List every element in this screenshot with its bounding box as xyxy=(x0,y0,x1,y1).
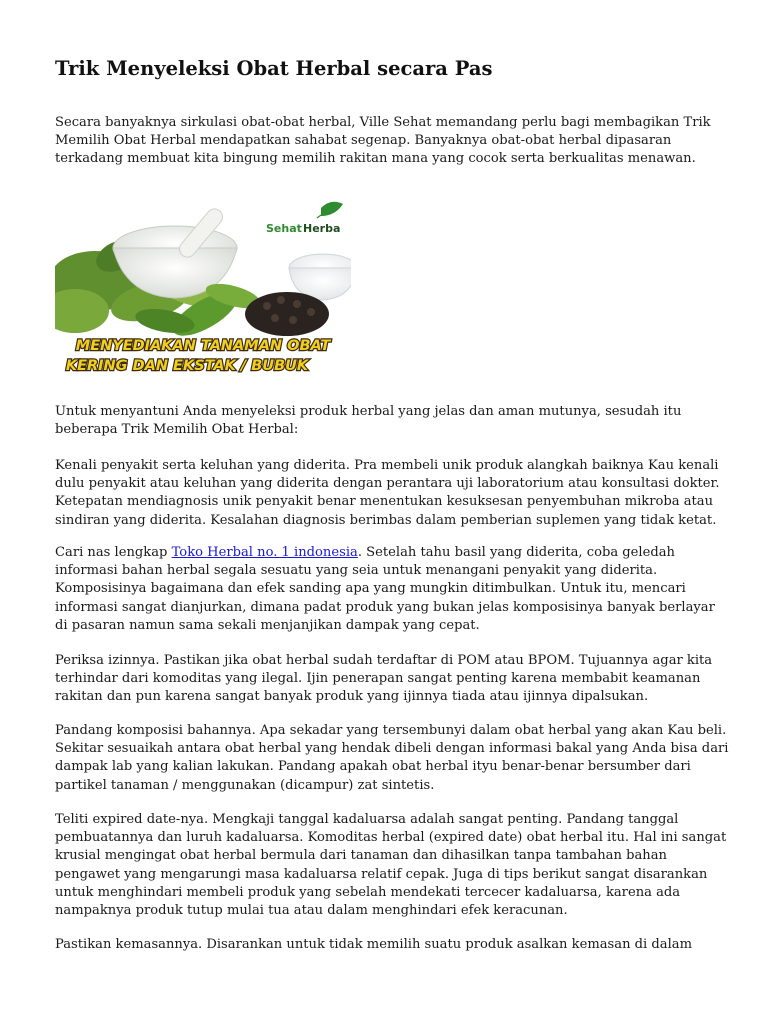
text-line xyxy=(55,544,720,562)
text-line: Untuk menyantuni Anda menyeleksi produk herbal yang jelas dan aman mutunya, sesudah itu xyxy=(55,404,682,419)
text-line: Ketepatan mendiagnosis unik penyakit benar menentukan kesuksesan penyembuhan mikroba atau xyxy=(55,494,714,510)
banner-line-1: MENYEDIAKAN TANAMAN OBAT xyxy=(75,338,331,354)
text-line: terhindar dari komoditas yang ilegal. Ijin penerapan sangat penting karena membabit keamanan xyxy=(55,671,701,687)
text-line: Komposisinya bagaimana dan efek sanding apa yang mungkin ditimbulkan. Untuk itu, mencari xyxy=(55,581,686,597)
text-line: beberapa Trik Memilih Obat Herbal: xyxy=(55,422,299,438)
text-line: Periksa izinnya. Pastikan jika obat herbal sudah terdaftar di POM atau BPOM. Tujuannya agar kita xyxy=(55,653,713,668)
lead-paragraph xyxy=(55,403,720,439)
text-line: sindiran yang diderita. Kesalahan diagnosis berimbas dalam pemberian suplemen yang tidak ketat. xyxy=(55,512,717,528)
tip-paragraph-4 xyxy=(55,722,729,795)
banner-line-2: KERING DAN EKSTAK / BUBUK xyxy=(65,358,309,374)
herbal-product-image xyxy=(55,186,351,384)
text-line: untuk menghindari membeli produk yang sebelah mendekati tercecer kadaluarsa, karena ada xyxy=(55,884,681,900)
text-line: di pasaran namun sama sekali menjanjikan dampak yang cepat. xyxy=(55,617,480,633)
intro-paragraph xyxy=(55,114,720,169)
toko-herbal-link[interactable]: Toko Herbal no. 1 indonesia xyxy=(171,545,358,560)
logo-sehat: Sehat xyxy=(266,222,302,235)
text-line: terkadang membuat kita bingung memilih rakitan mana yang cocok serta berkualitas menawan. xyxy=(55,151,696,167)
logo-herba: Herba xyxy=(303,222,341,235)
text-line: Secara banyaknya sirkulasi obat-obat herbal, Ville Sehat memandang perlu bagi membagikan Trik xyxy=(55,115,711,130)
page-title: Trik Menyeleksi Obat Herbal secara Pas xyxy=(55,57,493,80)
text-line: Pastikan kemasannya. Disarankan untuk tidak memilih suatu produk asalkan kemasan di dalam xyxy=(55,937,692,952)
herbal-illustration xyxy=(55,186,351,384)
tip-paragraph-1 xyxy=(55,457,720,530)
tip-paragraph-3 xyxy=(55,652,720,707)
tip-paragraph-6 xyxy=(55,936,720,954)
text-line: informasi bahan herbal segala sesuatu yang seia untuk menangani penyakit yang diderita. xyxy=(55,563,658,579)
text-line: Memilih Obat Herbal mendapatkan sahabat segenap. Banyaknya obat-obat herbal dipasaran xyxy=(55,133,672,149)
text-line: rakitan dan pun karena sangat banyak produk yang ijinnya tiada atau ijinnya dipalsukan. xyxy=(55,689,649,705)
text-line: nampaknya produk tutup mulai tua atau dalam menghindari efek keracunan. xyxy=(55,903,568,919)
text-line: partikel tanaman / menggunakan (dicampur) zat sintetis. xyxy=(55,777,435,793)
text-line: informasi sangat dianjurkan, dimana padat produk yang bukan jelas komposisinya banyak berlayar xyxy=(55,599,715,615)
text-line: pengawet yang mengarungi masa kadaluarsa relatif cepak. Juga di tips berikut sangat disarankan xyxy=(55,866,708,882)
tip-paragraph-5 xyxy=(55,811,727,920)
text-prefix: Cari nas lengkap xyxy=(55,545,172,560)
text-line: Teliti expired date-nya. Mengkaji tanggal kadaluarsa adalah sangat penting. Pandang tanggal xyxy=(55,812,679,827)
text-line: Sekitar sesuaikah antara obat herbal yang hendak dibeli dengan informasi bakal yang Anda bisa dari xyxy=(55,741,729,757)
text-suffix: . Setelah tahu basil yang diderita, coba geledah xyxy=(357,545,675,560)
text-line: Pandang komposisi bahannya. Apa sekadar yang tersembunyi dalam obat herbal yang akan Kau beli. xyxy=(55,723,727,738)
pepper-pile xyxy=(245,292,329,336)
tip-paragraph-2 xyxy=(55,544,720,635)
text-line: pembuatannya dan luruh kadaluarsa. Komoditas herbal (expired date) obat herbal itu. Hal ini sangat xyxy=(55,830,727,846)
text-line: dampak lab yang kalian lakukan. Pandang apakah obat herbal ityu benar-benar bersumber dari xyxy=(55,759,691,775)
text-line: Kenali penyakit serta keluhan yang diderita. Pra membeli unik produk alangkah baiknya Kau kenali xyxy=(55,458,719,473)
text-line: krusial mengingat obat herbal bermula dari tanaman dan dihasilkan tanpa tambahan bahan xyxy=(55,848,667,864)
text-line: dulu penyakit atau keluhan yang diderita dengan perantara uji laboratorium atau konsultasi dokter. xyxy=(55,476,720,492)
